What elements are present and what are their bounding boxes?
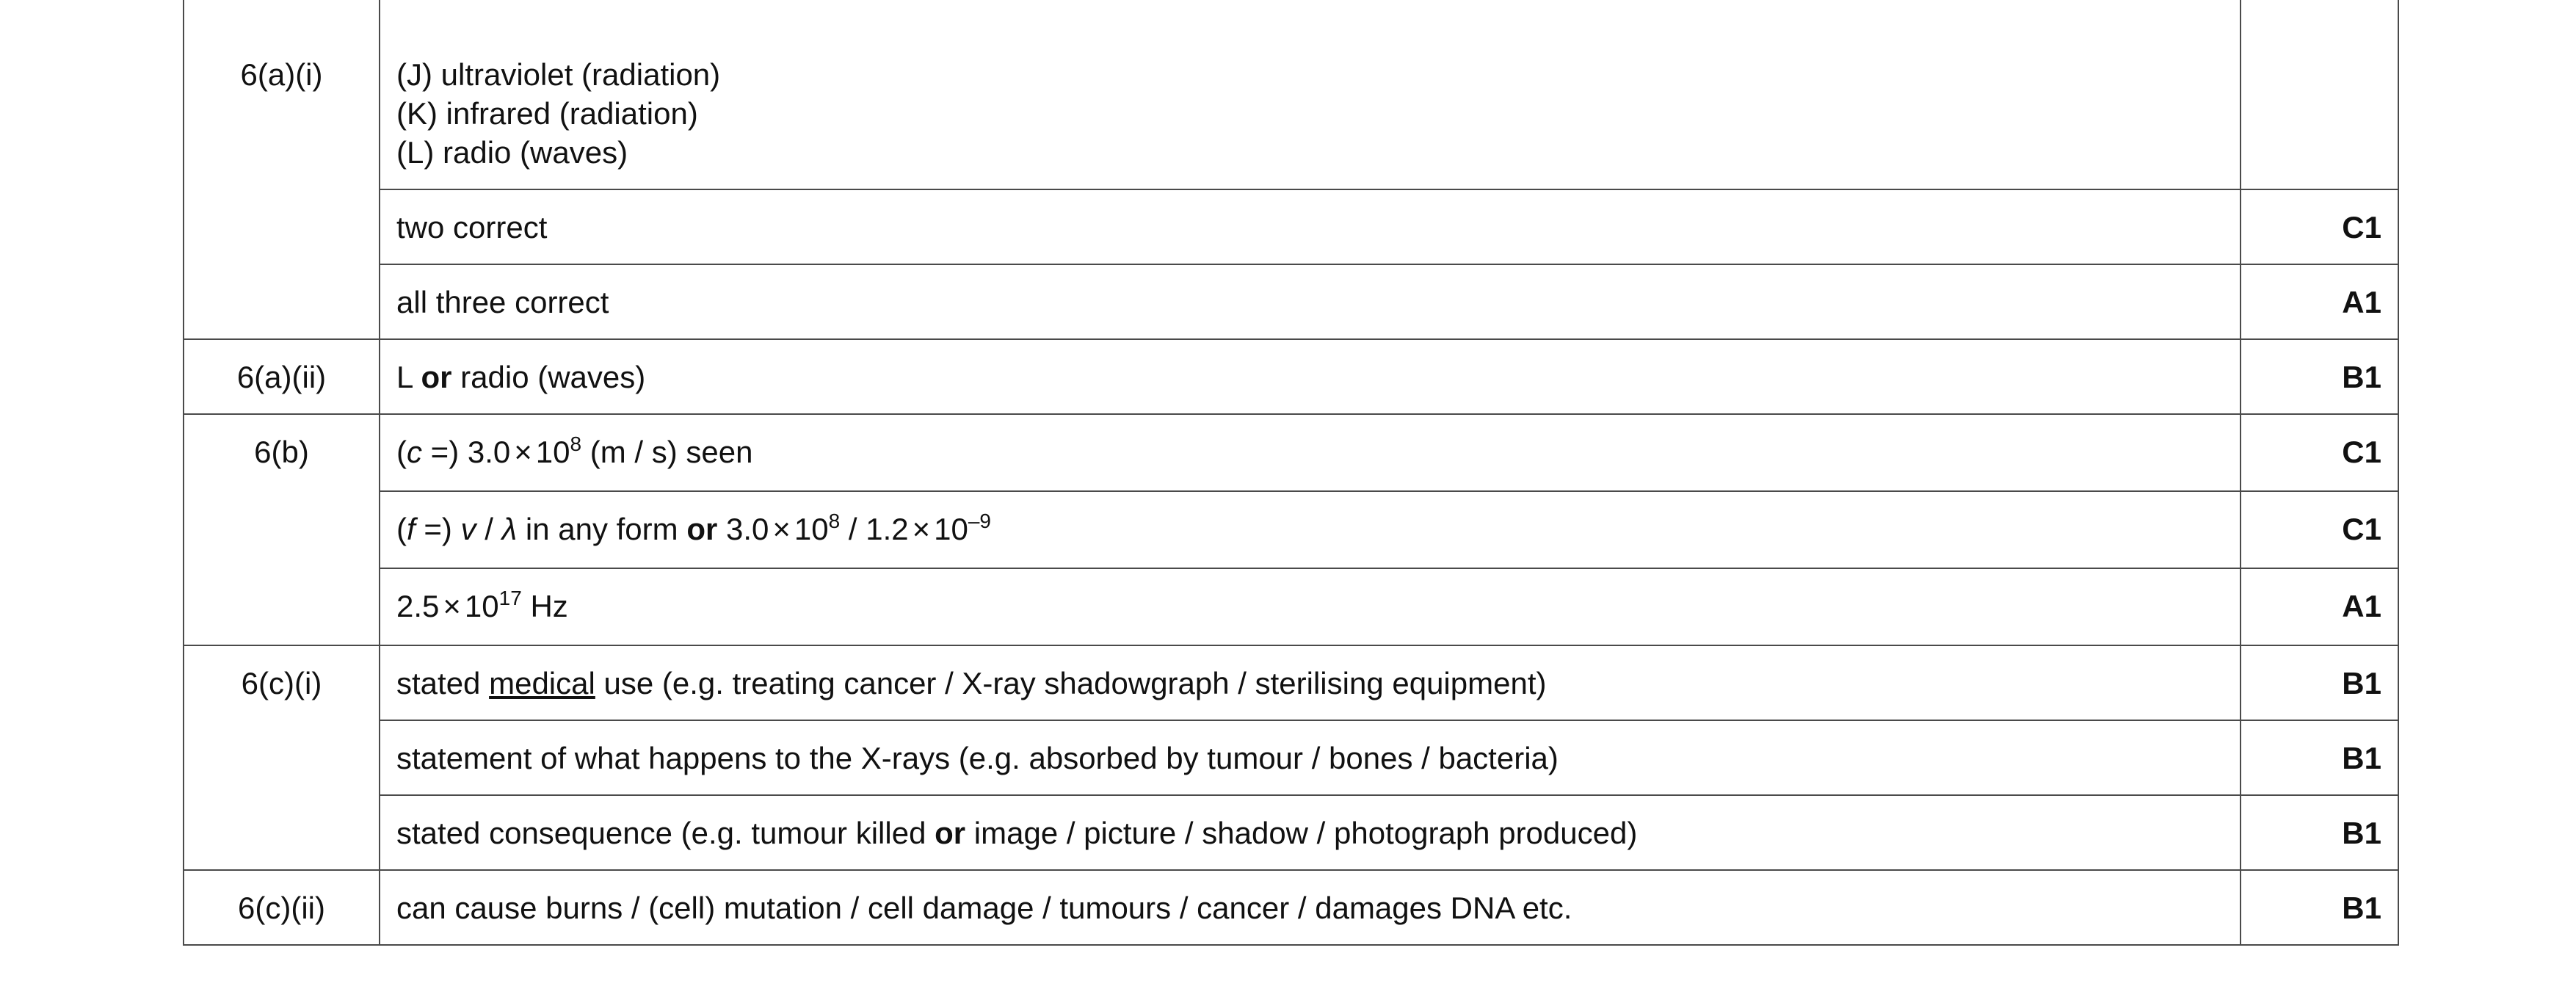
answer-line: (J) ultraviolet (radiation)	[396, 57, 721, 92]
variable-v: v	[460, 512, 476, 546]
answer-text: /	[476, 512, 502, 546]
exponent: 8	[570, 432, 582, 455]
table-row	[184, 0, 2398, 189]
answer-text: (	[396, 435, 407, 469]
answer-text: 10	[794, 512, 829, 546]
answer-cell: two correct	[380, 189, 2241, 264]
answer-text: radio (waves)	[460, 360, 646, 394]
table-row	[184, 568, 2398, 645]
exponent: –9	[968, 510, 992, 532]
question-number: 6(b)	[184, 414, 380, 645]
answer-line: (K) infrared (radiation)	[396, 96, 698, 131]
answer-text: L	[396, 360, 413, 394]
answer-cell	[380, 568, 2241, 645]
answer-text: 10	[535, 435, 570, 469]
answer-text: (m / s) seen	[589, 435, 753, 469]
mark-cell: C1	[2241, 189, 2398, 264]
answer-cell: can cause burns / (cell) mutation / cell damage / tumours / cancer / damages DNA etc.	[380, 870, 2241, 945]
mark-cell: B1	[2241, 645, 2398, 720]
mark-scheme-table	[183, 0, 2399, 946]
mark-cell: B1	[2241, 795, 2398, 870]
answer-cell	[380, 414, 2241, 491]
table-row	[184, 491, 2398, 568]
mark-cell: A1	[2241, 264, 2398, 339]
table-row	[184, 264, 2398, 339]
table-row	[184, 795, 2398, 870]
table-row	[184, 870, 2398, 945]
question-number: 6(c)(i)	[184, 645, 380, 870]
answer-connective: or	[686, 512, 718, 546]
mark-cell: B1	[2241, 720, 2398, 795]
mark-cell: B1	[2241, 339, 2398, 414]
answer-text: in any form	[517, 512, 678, 546]
mark-cell: C1	[2241, 414, 2398, 491]
answer-text: stated	[396, 666, 481, 700]
answer-text: =) 3.0	[422, 435, 511, 469]
question-number: 6(a)(i)	[184, 0, 380, 339]
table-row	[184, 339, 2398, 414]
answer-text: image / picture / shadow / photograph produced)	[973, 816, 1638, 850]
answer-cell	[380, 339, 2241, 414]
exponent: 8	[828, 510, 841, 532]
answer-cell	[380, 795, 2241, 870]
answer-line: (L) radio (waves)	[396, 135, 628, 170]
answer-cell	[380, 0, 2241, 189]
table-row	[184, 189, 2398, 264]
times-symbol: ×	[514, 435, 532, 469]
answer-text: =)	[415, 512, 452, 546]
underlined-keyword: medical	[489, 666, 595, 700]
answer-cell: all three correct	[380, 264, 2241, 339]
answer-cell	[380, 645, 2241, 720]
answer-text: stated consequence (e.g. tumour killed	[396, 816, 926, 850]
table-row	[184, 720, 2398, 795]
variable-c: c	[407, 435, 422, 469]
answer-text: 3.0	[725, 512, 769, 546]
variable-f: f	[407, 512, 416, 546]
answer-text: 10	[464, 589, 499, 623]
times-symbol: ×	[912, 512, 931, 546]
variable-lambda: λ	[501, 512, 518, 546]
question-number: 6(a)(ii)	[184, 339, 380, 414]
answer-text: (	[396, 512, 407, 546]
times-symbol: ×	[772, 512, 791, 546]
answer-cell: statement of what happens to the X-rays (e.g. absorbed by tumour / bones / bacteria)	[380, 720, 2241, 795]
mark-cell: A1	[2241, 568, 2398, 645]
exponent: 17	[498, 587, 522, 609]
answer-cell	[380, 491, 2241, 568]
answer-text: / 1.2	[840, 512, 909, 546]
mark-cell	[2241, 0, 2398, 189]
mark-cell: B1	[2241, 870, 2398, 945]
answer-text: use (e.g. treating cancer / X-ray shadowgraph / sterilising equipment)	[603, 666, 1547, 700]
answer-text: 2.5	[396, 589, 440, 623]
times-symbol: ×	[443, 589, 461, 623]
answer-text: 10	[934, 512, 968, 546]
answer-connective: or	[421, 360, 452, 394]
mark-cell: C1	[2241, 491, 2398, 568]
table-row	[184, 645, 2398, 720]
answer-connective: or	[935, 816, 966, 850]
question-number: 6(c)(ii)	[184, 870, 380, 945]
unit-text: Hz	[530, 589, 568, 623]
table-row	[184, 414, 2398, 491]
